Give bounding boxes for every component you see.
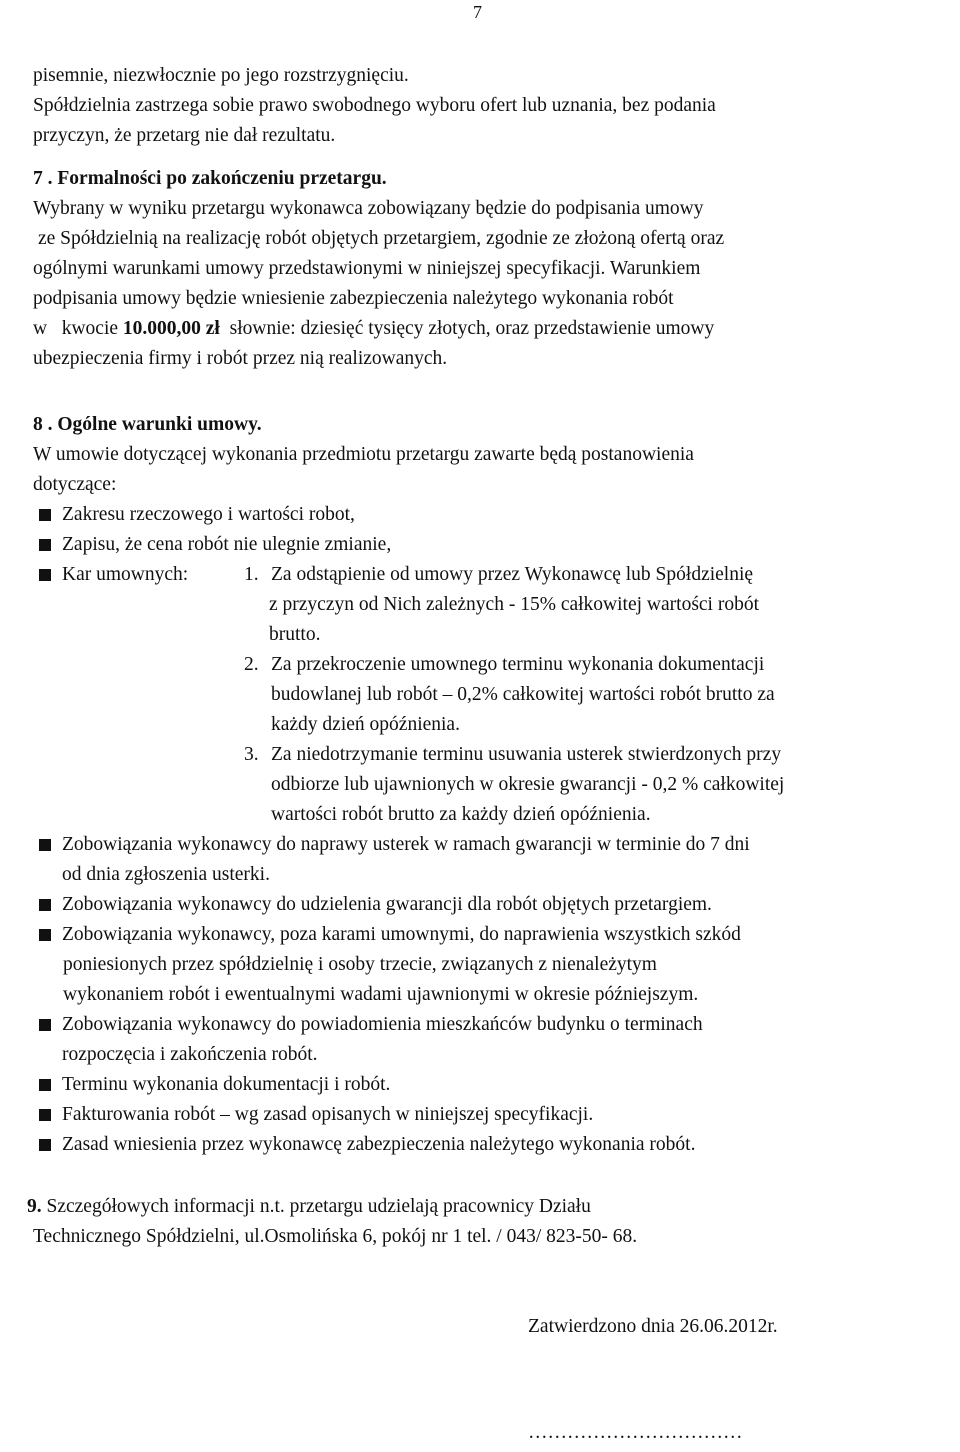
bullet-square-icon bbox=[39, 1019, 51, 1031]
penalty-3-line-2: odbiorze lub ujawnionych w okresie gwarancji - 0,2 % całkowitej bbox=[271, 774, 785, 795]
bullet-9: Fakturowania robót – wg zasad opisanych w niniejszej specyfikacji. bbox=[62, 1104, 594, 1125]
bullet-7-line-1: Zobowiązania wykonawcy do powiadomienia mieszkańców budynku o terminach bbox=[62, 1014, 703, 1035]
bullet-8: Terminu wykonania dokumentacji i robót. bbox=[62, 1074, 391, 1095]
section-7-line-4: podpisania umowy będzie wniesienie zabezpieczenia należytego wykonania robót bbox=[33, 288, 674, 309]
intro-line-2: Spółdzielnia zastrzega sobie prawo swobodnego wyboru ofert lub uznania, bez podania bbox=[33, 95, 716, 116]
penalty-2-line-2: budowlanej lub robót – 0,2% całkowitej wartości robót brutto za bbox=[271, 684, 775, 705]
bullet-4-line-2: od dnia zgłoszenia usterki. bbox=[62, 864, 270, 885]
approval-date: Zatwierdzono dnia 26.06.2012r. bbox=[528, 1316, 778, 1337]
bullet-4-line-1: Zobowiązania wykonawcy do naprawy usterek w ramach gwarancji w terminie do 7 dni bbox=[62, 834, 750, 855]
section-7-line-1: Wybrany w wyniku przetargu wykonawca zobowiązany będzie do podpisania umowy bbox=[33, 198, 704, 219]
intro-line-1: pisemnie, niezwłocznie po jego rozstrzygnięciu. bbox=[33, 65, 409, 86]
penalty-2-number: 2. bbox=[244, 654, 259, 675]
bullet-6-line-3: wykonaniem robót i ewentualnymi wadami ujawnionymi w okresie późniejszym. bbox=[63, 984, 699, 1005]
page-number: 7 bbox=[473, 2, 482, 22]
section-9-number: 9. bbox=[27, 1196, 42, 1217]
bullet-square-icon bbox=[39, 1079, 51, 1091]
penalty-3-line-1: Za niedotrzymanie terminu usuwania usterek stwierdzonych przy bbox=[271, 744, 782, 765]
penalty-1-line-1: Za odstąpienie od umowy przez Wykonawcę lub Spółdzielnię bbox=[271, 564, 754, 585]
penalty-1-line-3: brutto. bbox=[269, 624, 321, 645]
section-9-line-1 bbox=[27, 1194, 591, 1220]
signature-line: …………………………… bbox=[528, 1422, 743, 1443]
bullet-7-line-2: rozpoczęcia i zakończenia robót. bbox=[62, 1044, 318, 1065]
bullet-square-icon bbox=[39, 569, 51, 581]
section-7-line-2: ze Spółdzielnią na realizację robót objętych przetargiem, zgodnie ze złożoną ofertą oraz bbox=[38, 228, 725, 249]
section-8-intro-1: W umowie dotyczącej wykonania przedmiotu przetargu zawarte będą postanowienia bbox=[33, 444, 694, 465]
section-7-line-3: ogólnymi warunkami umowy przedstawionymi w niniejszej specyfikacji. Warunkiem bbox=[33, 258, 701, 279]
section-8-heading: 8 . Ogólne warunki umowy. bbox=[33, 414, 262, 435]
bullet-square-icon bbox=[39, 1139, 51, 1151]
bullet-square-icon bbox=[39, 509, 51, 521]
section-7-amount-line bbox=[33, 316, 714, 342]
bullet-square-icon bbox=[39, 899, 51, 911]
amount-prefix: w kwocie bbox=[33, 318, 123, 339]
section-9-text: Szczegółowych informacji n.t. przetargu udzielają pracownicy Działu bbox=[41, 1196, 591, 1217]
penalty-2-line-1: Za przekroczenie umownego terminu wykonania dokumentacji bbox=[271, 654, 765, 675]
amount-value: 10.000,00 zł bbox=[122, 318, 220, 339]
bullet-square-icon bbox=[39, 839, 51, 851]
bullet-square-icon bbox=[39, 1109, 51, 1121]
penalty-1-number: 1. bbox=[244, 564, 259, 585]
section-7-heading: 7 . Formalności po zakończeniu przetargu. bbox=[33, 168, 387, 189]
bullet-3-label: Kar umownych: bbox=[62, 564, 189, 585]
bullet-2: Zapisu, że cena robót nie ulegnie zmianie, bbox=[62, 534, 392, 555]
intro-line-3: przyczyn, że przetarg nie dał rezultatu. bbox=[33, 125, 336, 146]
bullet-6-line-2: poniesionych przez spółdzielnię i osoby trzecie, związanych z nienależytym bbox=[63, 954, 657, 975]
bullet-square-icon bbox=[39, 929, 51, 941]
bullet-10: Zasad wniesienia przez wykonawcę zabezpieczenia należytego wykonania robót. bbox=[62, 1134, 696, 1155]
penalty-3-number: 3. bbox=[244, 744, 259, 765]
bullet-6-line-1: Zobowiązania wykonawcy, poza karami umownymi, do naprawienia wszystkich szkód bbox=[62, 924, 741, 945]
bullet-5: Zobowiązania wykonawcy do udzielenia gwarancji dla robót objętych przetargiem. bbox=[62, 894, 712, 915]
penalty-1-line-2: z przyczyn od Nich zależnych - 15% całkowitej wartości robót bbox=[269, 594, 760, 615]
section-8-intro-2: dotyczące: bbox=[33, 474, 117, 495]
section-7-last-line: ubezpieczenia firmy i robót przez nią realizowanych. bbox=[33, 348, 448, 369]
section-9-line-2: Technicznego Spółdzielni, ul.Osmolińska 6, pokój nr 1 tel. / 043/ 823-50- 68. bbox=[33, 1226, 638, 1247]
bullet-1: Zakresu rzeczowego i wartości robot, bbox=[62, 504, 355, 525]
penalty-2-line-3: każdy dzień opóźnienia. bbox=[271, 714, 460, 735]
penalty-3-line-3: wartości robót brutto za każdy dzień opóźnienia. bbox=[271, 804, 651, 825]
amount-suffix: słownie: dziesięć tysięcy złotych, oraz przedstawienie umowy bbox=[219, 318, 715, 339]
bullet-square-icon bbox=[39, 539, 51, 551]
